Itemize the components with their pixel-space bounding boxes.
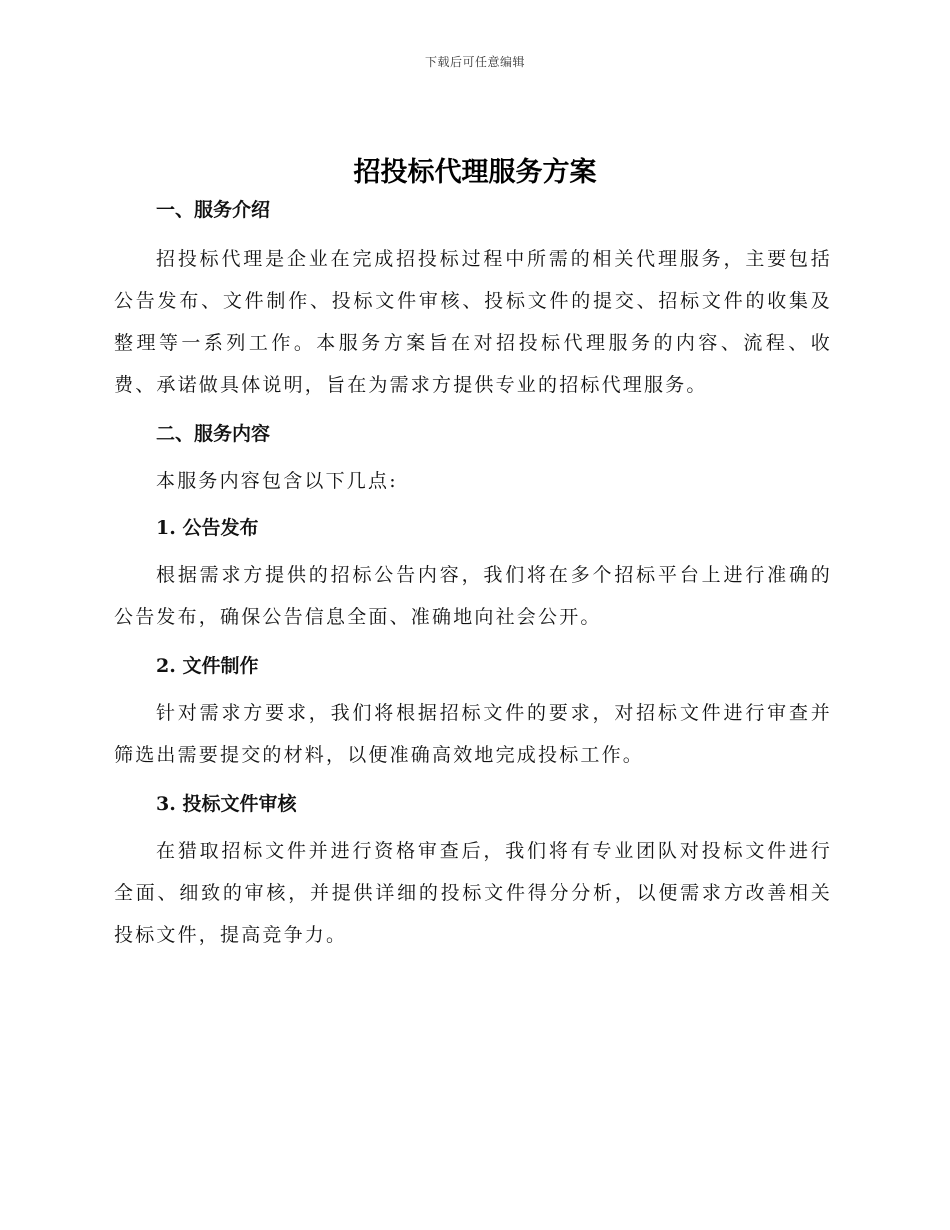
subheading-announcement: 1. 公告发布 <box>156 517 259 539</box>
section-heading-service-intro: 一、服务介绍 <box>156 199 271 221</box>
document-title: 招投标代理服务方案 <box>353 157 597 188</box>
paragraph-bid-review: 在猎取招标文件并进行资格审查后，我们将有专业团队对投标文件进行全面、细致的审核，并提供详细的投标文件得分分析，以便需求方改善相关投标文件，提高竞争力。 <box>114 840 832 946</box>
subheading-bid-review: 3. 投标文件审核 <box>156 793 297 815</box>
subheading-document-prep: 2. 文件制作 <box>156 655 259 677</box>
page-header-note: 下载后可任意编辑 <box>424 55 525 69</box>
paragraph-service-content-intro: 本服务内容包含以下几点: <box>156 470 398 492</box>
paragraph-service-intro: 招投标代理是企业在完成招投标过程中所需的相关代理服务，主要包括公告发布、文件制作、投标文件审核、投标文件的提交、招标文件的收集及整理等一系列工作。本服务方案旨在对招投标代理服务的内容、流程、收费、承诺做具体说明，旨在为需求方提供专业的招标代理服务。 <box>114 248 832 396</box>
section-heading-service-content: 二、服务内容 <box>156 423 271 445</box>
paragraph-announcement: 根据需求方提供的招标公告内容，我们将在多个招标平台上进行准确的公告发布，确保公告信息全面、准确地向社会公开。 <box>114 564 832 628</box>
document-body <box>114 195 832 956</box>
paragraph-document-prep: 针对需求方要求，我们将根据招标文件的要求，对招标文件进行审查并筛选出需要提交的材料，以便准确高效地完成投标工作。 <box>114 702 832 766</box>
